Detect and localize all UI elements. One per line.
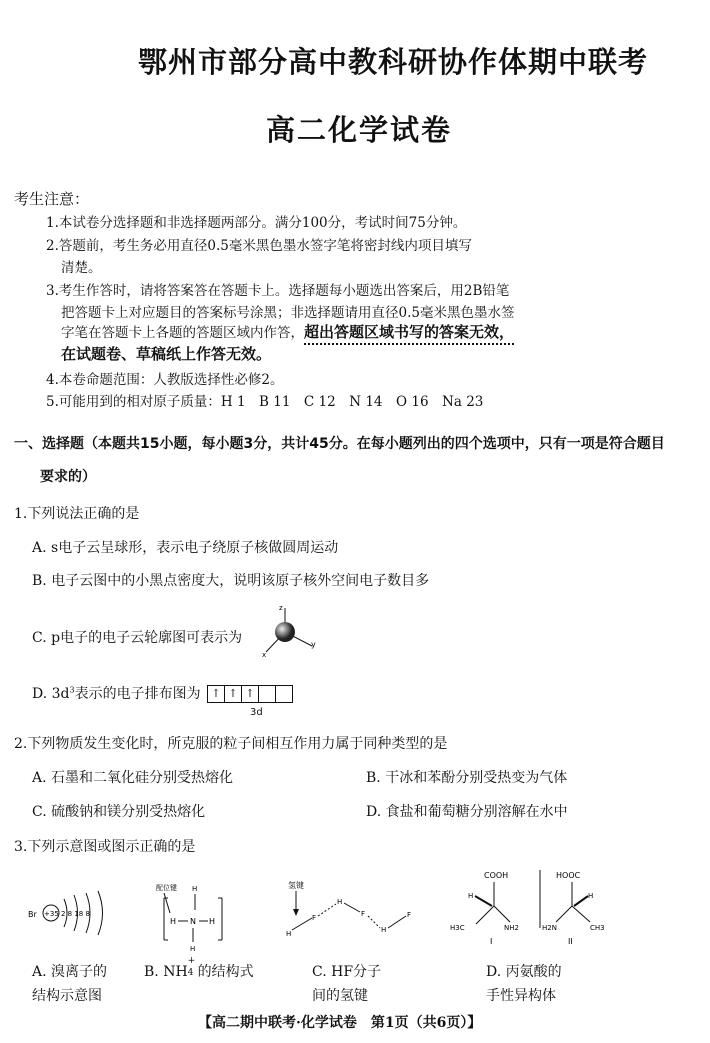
atom-h-1: H (286, 930, 292, 938)
notice-item-3-line3 (61, 321, 514, 342)
option-b-subscript: 4 (187, 968, 194, 978)
h-label-2: H (588, 892, 594, 900)
notice-item-2: 2.答题前，考生务必用直径0.5毫米黑色墨水签字笔将密封线内项目填写 (46, 238, 472, 254)
atom-h-top: H (192, 885, 198, 893)
hydrogen-bond-label: 氢键 (288, 881, 304, 890)
question-2-option-b: B. 干冰和苯酚分别受热变为气体 (366, 770, 568, 786)
notice-item-5: 5.可能用到的相对原子质量：H 1 B 11 C 12 N 14 O 16 Na 23 (46, 394, 484, 410)
atom-h-bottom: H (190, 945, 196, 953)
orbital-box (275, 685, 293, 703)
question-3-option-a-cont: 结构示意图 (32, 988, 102, 1004)
question-1-option-c: C. p电子的电子云轮廓图可表示为 (32, 630, 243, 646)
exam-subtitle: 高二化学试卷 (266, 113, 453, 147)
notice-item-3-emphasis: 超出答题区域书写的答案无效， (304, 323, 515, 341)
orbital-box (258, 685, 276, 703)
ch3-label: CH3 (590, 924, 605, 932)
section-heading-cont: 要求的） (40, 469, 96, 485)
notice-item-3: 3.考生作答时，请将答案答在答题卡上。选择题每小题选出答案后，用2B铅笔 (46, 283, 510, 299)
orbital-diagram (207, 683, 292, 703)
coordinate-bond-label: 配位键 (156, 884, 177, 892)
question-2-stem: 2.下列物质发生变化时，所克服的粒子间相互作用力属于同种类型的是 (14, 736, 448, 752)
question-3-option-c: C. HF分子 (312, 964, 382, 980)
question-3-option-c-cont: 间的氢键 (312, 988, 368, 1004)
notice-item-3-line2: 把答题卡上对应题目的答案标号涂黑；非选择题请用直径0.5毫米黑色墨水签 (61, 305, 515, 321)
axis-x-label: x (262, 651, 267, 659)
atom-h-left: H (170, 917, 177, 926)
notice-heading: 考生注意： (14, 190, 90, 208)
axis-y-label: y (311, 640, 316, 649)
nucleus-charge: +35 (44, 910, 59, 918)
atom-n: N (190, 917, 196, 926)
notice-item-3-emphasis-2: 在试题卷、草稿纸上作答无效。 (61, 345, 272, 363)
option-d-suffix: 表示的电子排布图为 (74, 686, 201, 702)
option-d-superscript: 3 (69, 685, 75, 695)
ion-symbol: Br (28, 910, 37, 919)
atom-h-2: H (337, 898, 343, 906)
orbital-box: ↑ (207, 685, 225, 703)
atom-h-right: H (209, 917, 216, 926)
isomer-label-2: II (568, 937, 573, 946)
p-orbital-figure (256, 602, 318, 660)
question-3-option-a: A. 溴离子的 (32, 964, 108, 980)
question-2-option-a: A. 石墨和二氧化硅分别受热熔化 (32, 770, 234, 786)
question-3-option-b (144, 956, 254, 981)
atom-f-3: F (407, 911, 412, 919)
h3c-label: H3C (450, 924, 465, 932)
atom-f-1: F (312, 914, 317, 922)
orbital-box: ↑ (224, 685, 242, 703)
shell-electrons: 2 8 18 8 (61, 910, 90, 918)
option-b-superscript: + (187, 956, 196, 966)
question-2-option-c: C. 硫酸钠和镁分别受热熔化 (32, 804, 206, 820)
hooc-label: HOOC (556, 871, 581, 880)
page-footer: 【高二期中联考·化学试卷 第1页（共6页）】 (198, 1015, 482, 1031)
ammonium-structure-figure (150, 880, 230, 956)
question-3-stem: 3.下列示意图或图示正确的是 (14, 839, 196, 855)
orbital-box: ↑ (241, 685, 259, 703)
question-1-option-a: A. s电子云呈球形，表示电子绕原子核做圆周运动 (32, 540, 339, 556)
question-1-option-b: B. 电子云图中的小黑点密度大，说明该原子核外空间电子数目多 (32, 573, 430, 589)
nh2-label: NH2 (504, 924, 519, 932)
alanine-enantiomers-figure (448, 866, 628, 952)
question-2-option-d: D. 食盐和葡萄糖分别溶解在水中 (366, 804, 568, 820)
notice-item-4: 4.本卷命题范围：人教版选择性必修2。 (46, 372, 284, 388)
notice-item-3-text: 字笔在答题卡上各题的答题区域内作答， (61, 325, 304, 341)
atom-f-2: F (361, 910, 366, 918)
h-label-1: H (468, 892, 474, 900)
question-1-stem: 1.下列说法正确的是 (14, 506, 140, 522)
section-heading: 一、选择题（本题共15小题，每小题3分，共计45分。在每小题列出的四个选项中，只有一项是符合题目 (14, 436, 665, 452)
exam-title: 鄂州市部分高中教科研协作体期中联考 (138, 45, 649, 79)
option-d-prefix: D. 3d (32, 686, 70, 702)
h2n-label: H2N (542, 924, 557, 932)
isomer-label-1: I (490, 937, 493, 946)
bromide-ion-figure (28, 885, 120, 941)
hf-hydrogen-bond-figure (282, 876, 422, 942)
atom-h-3: H (381, 926, 387, 934)
question-3-option-d-cont: 手性异构体 (486, 988, 556, 1004)
question-1-option-d (32, 683, 201, 703)
cooh-label: COOH (484, 871, 509, 880)
option-b-text: B. NH (144, 964, 188, 980)
axis-z-label: z (279, 604, 283, 612)
question-3-option-d: D. 丙氨酸的 (486, 964, 562, 980)
orbital-label: 3d (250, 707, 263, 718)
notice-item-2-cont: 清楚。 (61, 260, 102, 276)
option-b-rest: 的结构式 (197, 964, 254, 980)
notice-item-1: 1.本试卷分选择题和非选择题两部分。满分100分，考试时间75分钟。 (46, 215, 467, 231)
